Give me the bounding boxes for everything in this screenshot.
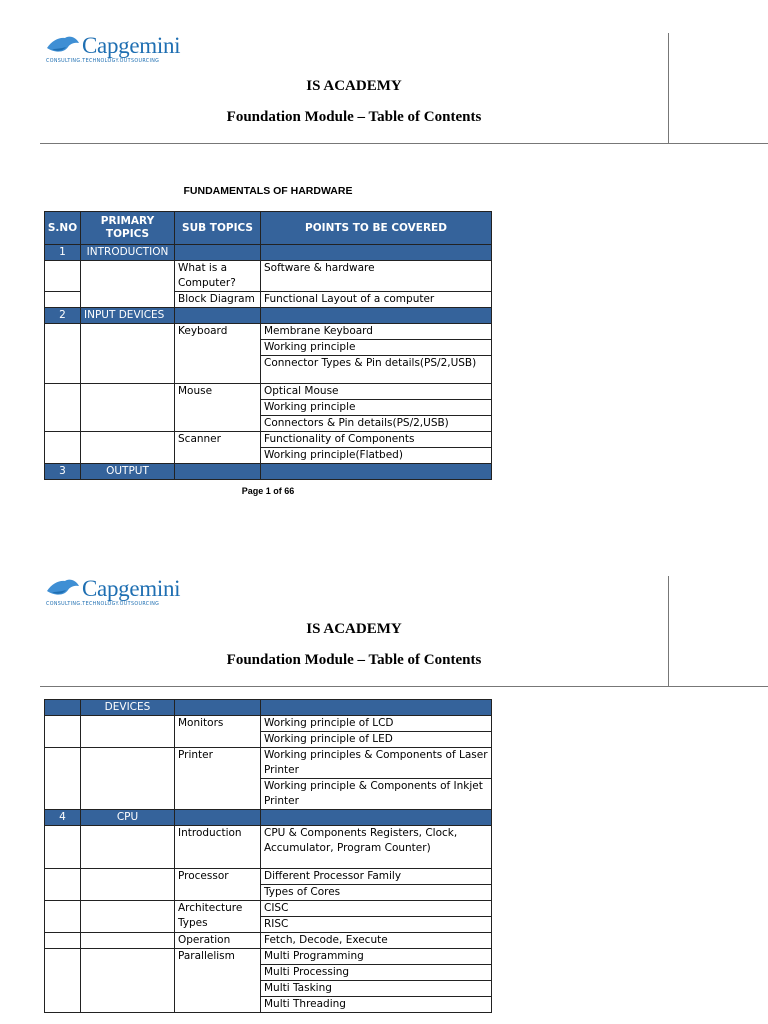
topic-cell: CPU (81, 810, 175, 826)
topic-cell: DEVICES (81, 700, 175, 716)
header-points: POINTS TO BE COVERED (261, 212, 492, 245)
point-cell: Working principle of LED (261, 732, 492, 748)
subtopic-cell: Operation (175, 933, 261, 949)
table-row (45, 949, 492, 965)
capgemini-logo (46, 34, 180, 64)
subtopic-cell: Parallelism (175, 949, 261, 1013)
topic-cell: INTRODUCTION (81, 245, 175, 261)
subtopic-cell: Architecture Types (175, 901, 261, 933)
point-cell: Functionality of Components (261, 432, 492, 448)
point-cell: Types of Cores (261, 885, 492, 901)
table-row (45, 432, 492, 448)
table-header-row (45, 212, 492, 245)
subtopic-cell: Block Diagram (175, 292, 261, 308)
sno-cell: 2 (45, 308, 81, 324)
point-cell: Working principle (261, 340, 492, 356)
sno-cell: 4 (45, 810, 81, 826)
point-cell: Multi Tasking (261, 981, 492, 997)
point-cell: Different Processor Family (261, 869, 492, 885)
sno-cell: 3 (45, 464, 81, 480)
point-cell: Software & hardware (261, 261, 492, 292)
point-cell: Membrane Keyboard (261, 324, 492, 340)
spade-logo-icon (46, 35, 80, 57)
point-cell: Working principle & Components of Inkjet Printer (261, 779, 492, 810)
subtopic-cell: Scanner (175, 432, 261, 464)
point-cell: CISC (261, 901, 492, 917)
point-cell: Multi Threading (261, 997, 492, 1013)
subtopic-cell: Monitors (175, 716, 261, 748)
subtopic-cell: Introduction (175, 826, 261, 869)
table-row (45, 933, 492, 949)
table-row (45, 748, 492, 779)
section-heading: FUNDAMENTALS OF HARDWARE (183, 185, 353, 197)
subtopic-cell: Keyboard (175, 324, 261, 384)
logo-tagline: CONSULTING.TECHNOLOGY.OUTSOURCING (46, 602, 160, 607)
capgemini-logo (46, 577, 180, 607)
header-divider-vertical (668, 33, 669, 143)
point-cell: Optical Mouse (261, 384, 492, 400)
point-cell: Multi Processing (261, 965, 492, 981)
table-row (45, 869, 492, 885)
logo-wordmark: Capgemini (82, 33, 181, 58)
header-primary-topics: PRIMARY TOPICS (81, 212, 175, 245)
document-subtitle: Foundation Module – Table of Contents (226, 109, 482, 125)
page-number: Page 1 of 66 (241, 486, 295, 496)
document-title: IS ACADEMY (306, 78, 402, 94)
header-divider-vertical (668, 576, 669, 686)
table-row (45, 324, 492, 340)
topic-row (45, 308, 492, 324)
header-divider-horizontal (40, 143, 768, 144)
topic-cell: OUTPUT (81, 464, 175, 480)
subtopic-cell: Processor (175, 869, 261, 901)
topic-cell: INPUT DEVICES (81, 308, 175, 324)
point-cell: Working principle(Flatbed) (261, 448, 492, 464)
topic-row (45, 700, 492, 716)
point-cell: Connectors & Pin details(PS/2,USB) (261, 416, 492, 432)
point-cell: Connector Types & Pin details(PS/2,USB) (261, 356, 492, 384)
point-cell: Fetch, Decode, Execute (261, 933, 492, 949)
topic-row (45, 464, 492, 480)
logo-wordmark: Capgemini (82, 576, 181, 601)
point-cell: Working principles & Components of Laser Printer (261, 748, 492, 779)
contents-table (44, 211, 492, 480)
table-row (45, 384, 492, 400)
table-row (45, 716, 492, 732)
document-title: IS ACADEMY (306, 621, 402, 637)
point-cell: Working principle of LCD (261, 716, 492, 732)
contents-table (44, 699, 492, 1013)
point-cell: RISC (261, 917, 492, 933)
header-divider-horizontal (40, 686, 768, 687)
header-sub-topics: SUB TOPICS (175, 212, 261, 245)
table-row (45, 261, 492, 292)
point-cell: CPU & Components Registers, Clock, Accumulator, Program Counter) (261, 826, 492, 869)
point-cell: Functional Layout of a computer (261, 292, 492, 308)
point-cell: Working principle (261, 400, 492, 416)
logo-tagline: CONSULTING.TECHNOLOGY.OUTSOURCING (46, 59, 160, 64)
sno-cell: 1 (45, 245, 81, 261)
table-row (45, 826, 492, 869)
header-sno: S.NO (45, 212, 81, 245)
spade-logo-icon (46, 578, 80, 600)
document-subtitle: Foundation Module – Table of Contents (226, 652, 482, 668)
subtopic-cell: Printer (175, 748, 261, 810)
subtopic-cell: What is a Computer? (175, 261, 261, 292)
page-2 (0, 543, 768, 1024)
table-row (45, 901, 492, 917)
topic-row (45, 810, 492, 826)
point-cell: Multi Programming (261, 949, 492, 965)
topic-row (45, 245, 492, 261)
subtopic-cell: Mouse (175, 384, 261, 432)
